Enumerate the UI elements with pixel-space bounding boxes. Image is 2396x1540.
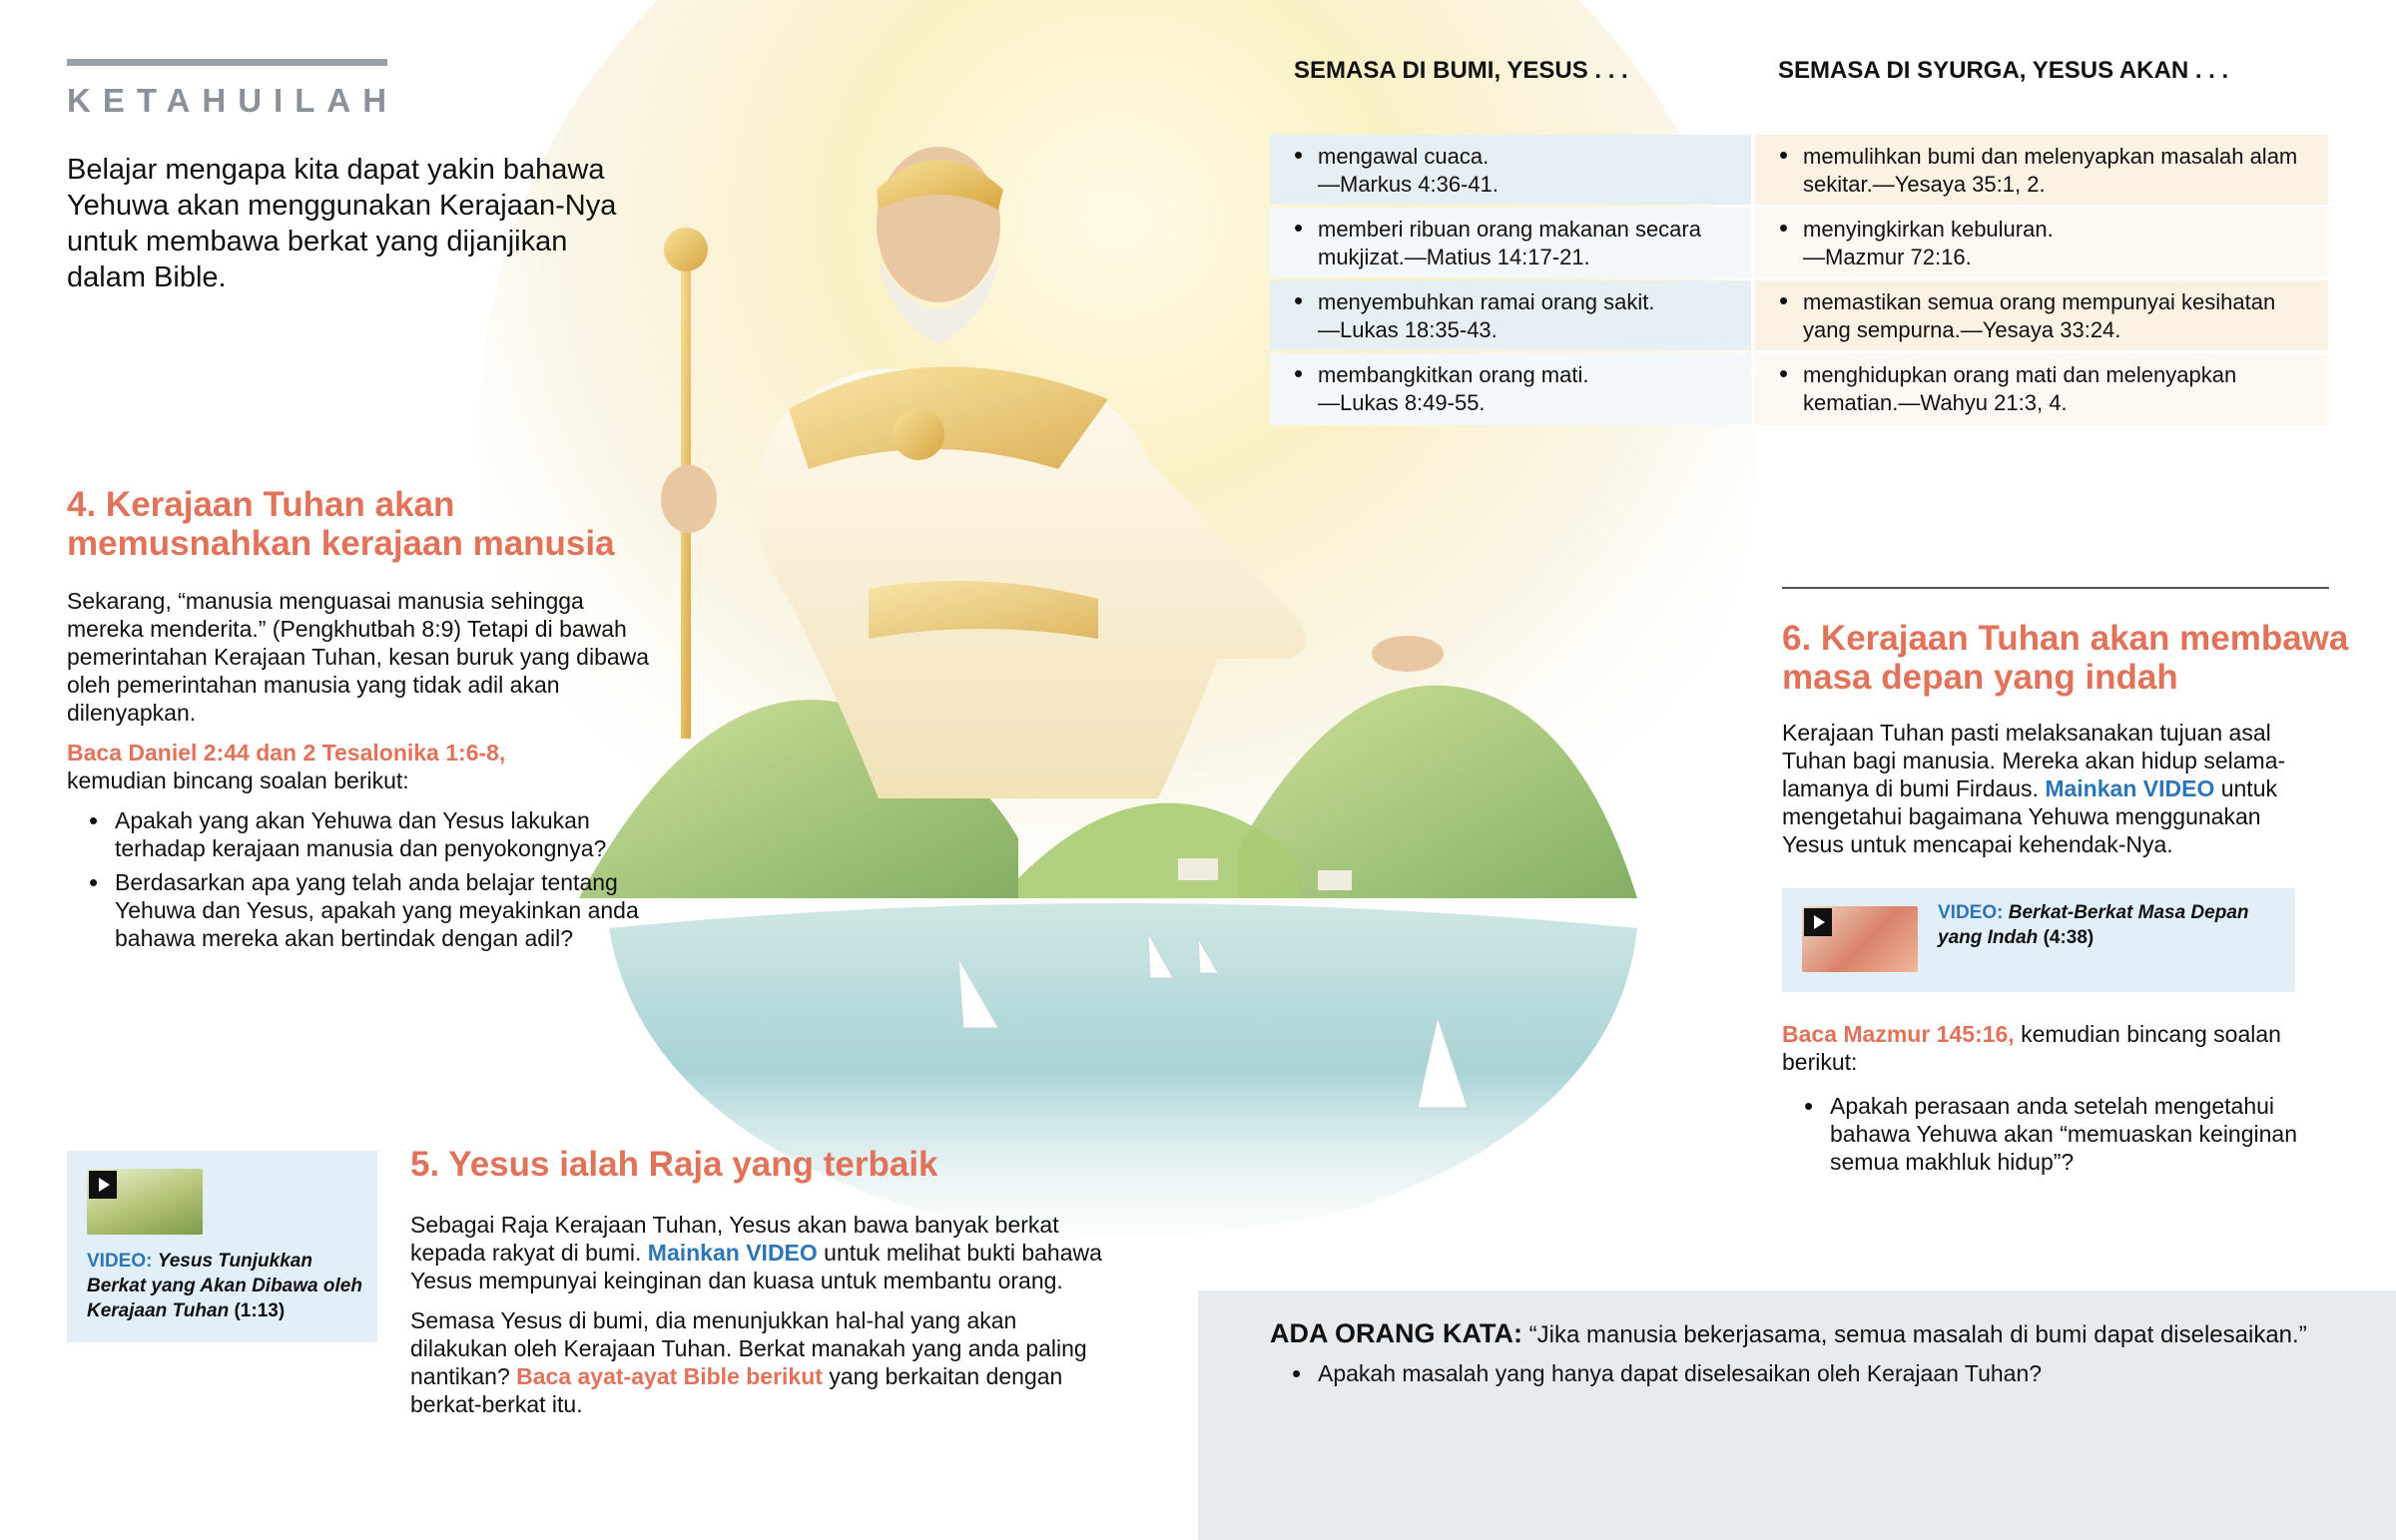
cell-text: membangkitkan orang mati.	[1318, 362, 1589, 387]
play-icon[interactable]	[89, 1171, 117, 1199]
cell-text: memastikan semua orang mempunyai kesihatan yang sempurna.—Yesaya 33:24.	[1803, 289, 2276, 342]
section-5-text: Sebagai Raja Kerajaan Tuhan, Yesus akan bawa banyak berkat kepada rakyat di bumi.	[410, 1212, 1059, 1266]
section-5-heading: 5. Yesus ialah Raja yang terbaik	[410, 1145, 938, 1184]
some-say-lead: ADA ORANG KATA:	[1270, 1318, 1522, 1348]
cell-ref: —Markus 4:36-41.	[1318, 172, 1498, 197]
table-cell-heaven	[1755, 135, 2328, 205]
section-4-read-link[interactable]: Baca Daniel 2:44 dan 2 Tesalonika 1:6-8,	[67, 740, 506, 766]
video-duration: (1:13)	[234, 1300, 286, 1321]
question-item: • Apakah masalah yang hanya dapat diselesaikan oleh Kerajaan Tuhan?	[1270, 1359, 2368, 1387]
table-cell-earth	[1270, 135, 1751, 205]
cell-text: menghidupkan orang mati dan melenyapkan kematian.—Wahyu 21:3, 4.	[1803, 362, 2237, 415]
table-header-earth: SEMASA DI BUMI, YESUS . . .	[1294, 57, 1628, 84]
video-title: Berkat-Berkat Masa Depan yang Indah	[1938, 902, 2249, 948]
table-cell-earth	[1270, 208, 1751, 277]
cell-text: memulihkan bumi dan melenyapkan masalah alam sekitar.—Yesaya 35:1, 2.	[1803, 144, 2298, 197]
table-cell-earth	[1270, 353, 1751, 425]
cell-text: mengawal cuaca.	[1318, 144, 1490, 169]
cell-ref: —Lukas 18:35-43.	[1318, 317, 1498, 342]
section-6-text: Kerajaan Tuhan pasti melaksanakan tujuan asal Tuhan bagi manusia. Mereka akan hidup selama-lamanya di bumi Firdaus.	[1782, 720, 2286, 801]
section-6-heading: 6. Kerajaan Tuhan akan membawa masa depan yang indah	[1782, 619, 2349, 697]
video-thumbnail[interactable]	[87, 1169, 203, 1235]
video-duration: (4:38)	[2043, 927, 2095, 948]
video-title: Yesus Tunjukkan Berkat yang Akan Dibawa oleh Kerajaan Tuhan	[87, 1251, 362, 1321]
question-item: • Berdasarkan apa yang telah anda belajar tentang Yehuwa dan Yesus, apakah yang meyakinkan anda bahawa mereka akan bertindak dengan adil?	[67, 868, 666, 952]
section-6-questions	[1782, 1092, 2301, 1182]
section-6-read-rest: kemudian bincang soalan berikut:	[1782, 1021, 2281, 1075]
kicker-title: KETAHUILAH	[67, 82, 399, 119]
some-say-questions	[1270, 1359, 2368, 1393]
section-5-text: Semasa Yesus di bumi, dia menunjukkan hal-hal yang akan dilakukan oleh Kerajaan Tuhan. Berkat manakah yang anda paling nantikan?	[410, 1307, 1087, 1389]
question-item: • Apakah yang akan Yehuwa dan Yesus lakukan terhadap kerajaan manusia dan penyokongnya?	[67, 806, 666, 862]
section-5-text: untuk melihat bukti bahawa Yesus mempunyai keinginan dan kuasa untuk membantu orang.	[410, 1240, 1102, 1293]
section-5-body	[410, 1211, 1109, 1430]
section-4-body	[67, 587, 666, 958]
play-video-link[interactable]: Mainkan VIDEO	[647, 1240, 818, 1266]
video-card-jesus-blessings[interactable]	[67, 1151, 377, 1342]
video-label: VIDEO:	[1938, 902, 2004, 923]
cell-text: memberi ribuan orang makanan secara mukjizat.—Matius 14:17-21.	[1318, 217, 1701, 269]
video-label: VIDEO:	[87, 1251, 153, 1272]
video-caption	[1938, 900, 2277, 950]
section-4-questions	[67, 806, 666, 952]
section-6-read	[1782, 1020, 2301, 1076]
cell-ref: —Lukas 8:49-55.	[1318, 390, 1486, 415]
play-video-link[interactable]: Mainkan VIDEO	[2045, 775, 2215, 801]
table-cell-heaven	[1755, 280, 2328, 350]
section-4-read-rest: kemudian bincang soalan berikut:	[67, 768, 409, 793]
cell-text: menyembuhkan ramai orang sakit.	[1318, 289, 1655, 314]
section-4-read	[67, 739, 666, 794]
video-card-future-blessings[interactable]	[1782, 888, 2295, 992]
section-6-rule	[1782, 587, 2329, 589]
table-header-heaven: SEMASA DI SYURGA, YESUS AKAN . . .	[1778, 57, 2229, 84]
question-item: • Apakah perasaan anda setelah mengetahui bahawa Yehuwa akan “memuaskan keinginan semua makhluk hidup”?	[1782, 1092, 2301, 1176]
some-say-line	[1270, 1318, 2368, 1350]
top-rule	[67, 59, 387, 66]
section-4-heading: 4. Kerajaan Tuhan akan memusnahkan kerajaan manusia	[67, 485, 615, 563]
table-cell-heaven	[1755, 353, 2328, 425]
cell-ref: —Mazmur 72:16.	[1803, 245, 1972, 269]
read-verses-link[interactable]: Baca ayat-ayat Bible berikut	[516, 1363, 823, 1389]
section-6-text: untuk mengetahui bagaimana Yehuwa menggunakan Yesus untuk mencapai kehendak-Nya.	[1782, 775, 2277, 857]
section-4-paragraph: Sekarang, “manusia menguasai manusia sehingga mereka menderita.” (Pengkhutbah 8:9) Tetapi di bawah pemerintahan Kerajaan Tuhan, kesan buruk yang dibawa oleh pemerintahan manusia yang tidak adil akan dilenyapkan.	[67, 588, 650, 726]
table-cell-heaven	[1755, 208, 2328, 277]
video-thumbnail[interactable]	[1802, 906, 1918, 972]
intro-text: Belajar mengapa kita dapat yakin bahawa Yehuwa akan menggunakan Kerajaan-Nya untuk membawa berkat yang dijanjikan dalam Bible.	[67, 154, 617, 293]
cell-text: menyingkirkan kebuluran.	[1803, 217, 2054, 242]
table-cell-earth	[1270, 280, 1751, 350]
video-caption	[87, 1249, 366, 1323]
section-5-text: yang berkaitan dengan berkat-berkat itu.	[410, 1363, 1063, 1417]
section-6-body	[1782, 719, 2301, 870]
play-icon[interactable]	[1804, 908, 1832, 936]
some-say-quote: “Jika manusia bekerjasama, semua masalah di bumi dapat diselesaikan.”	[1528, 1321, 2307, 1348]
section-6-read-link[interactable]: Baca Mazmur 145:16,	[1782, 1021, 2015, 1047]
